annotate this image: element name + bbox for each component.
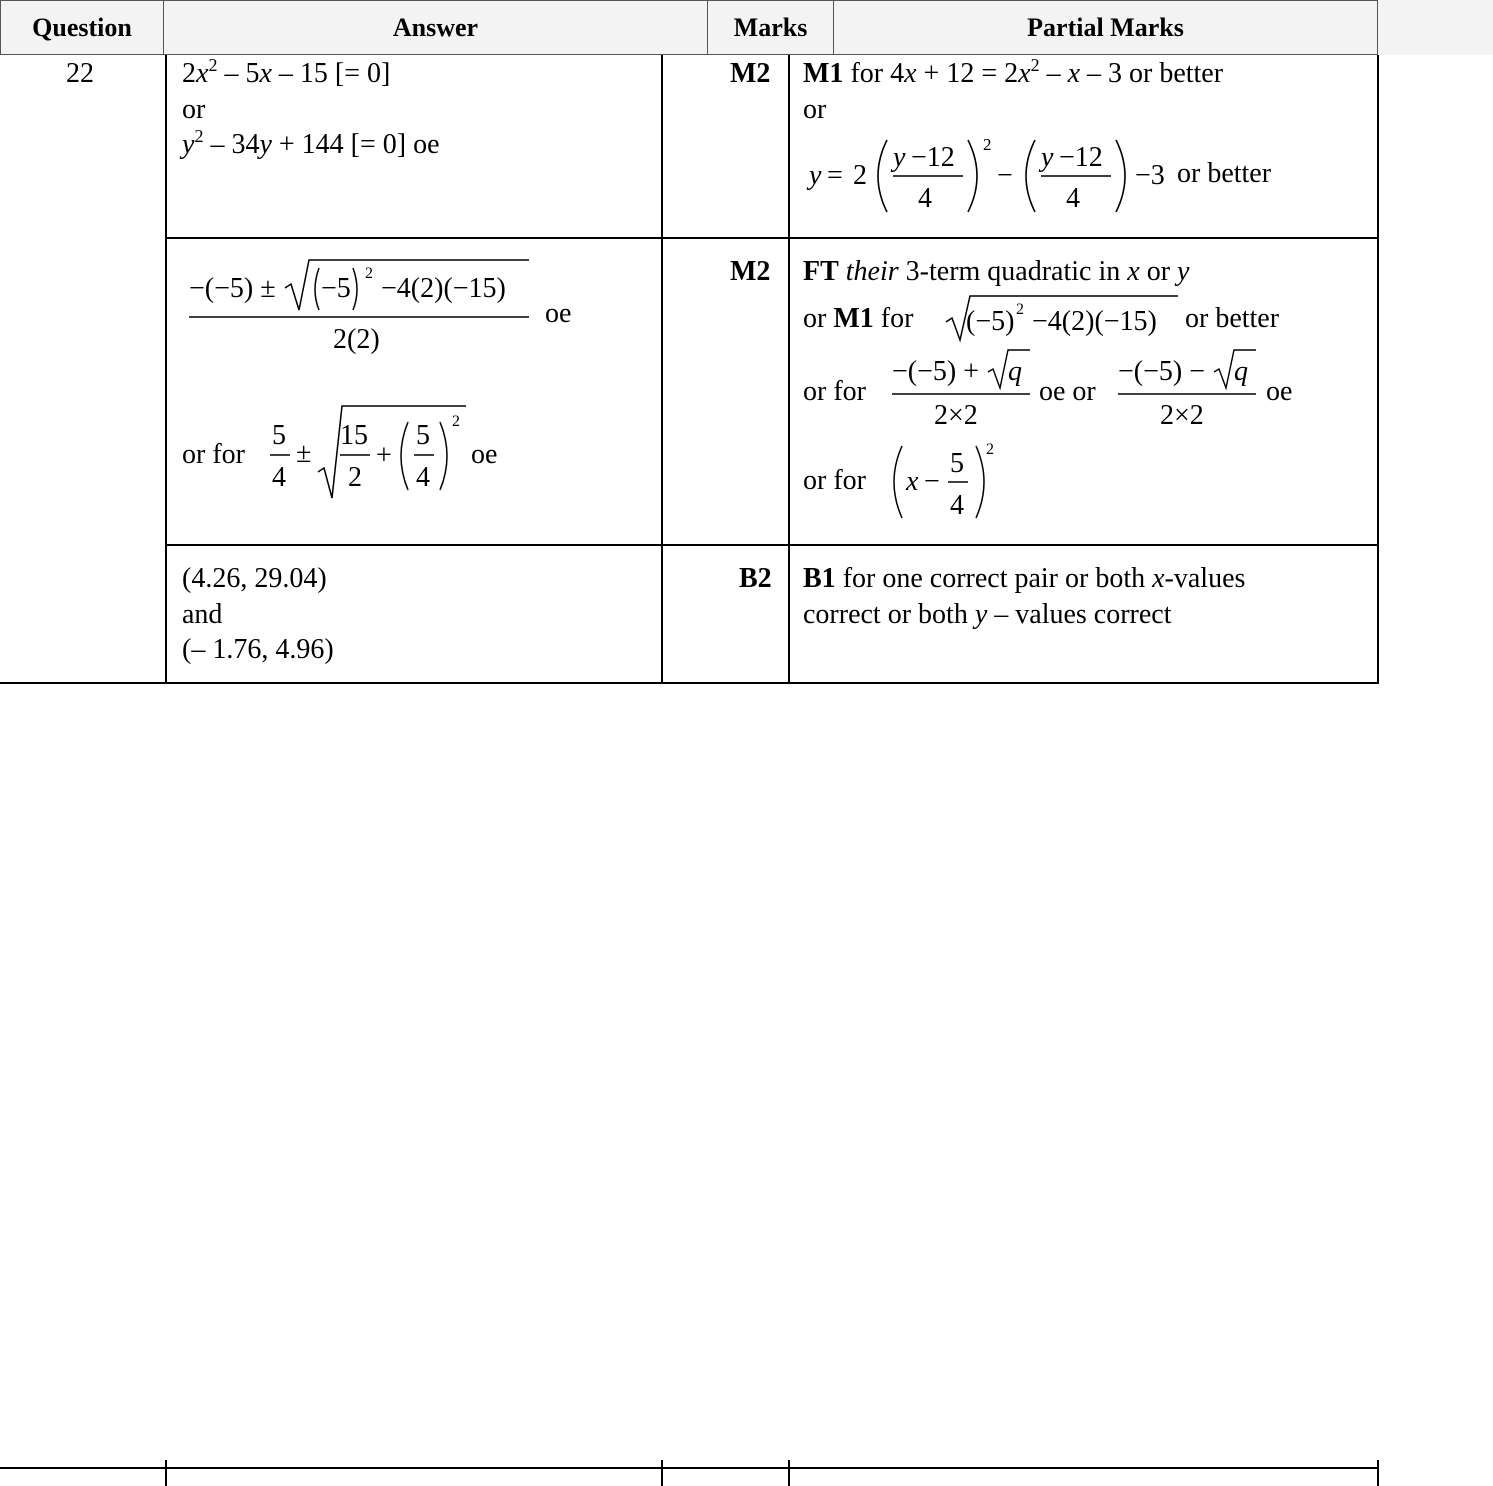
svg-text:q: q (1008, 356, 1022, 387)
row1-partial-y-equation (805, 128, 1185, 223)
row2-partial-root-plus (888, 342, 1036, 432)
row3-partial-code: B1 (803, 563, 836, 594)
row2-partial-for: for (880, 303, 914, 334)
svg-text:+: + (376, 440, 392, 471)
row-divider-1 (165, 237, 1379, 239)
header-partial-marks: Partial Marks (833, 0, 1378, 55)
next-table-col-2 (661, 1460, 663, 1486)
svg-text:4: 4 (272, 462, 286, 493)
svg-text:−3: −3 (1135, 160, 1165, 191)
row2-partial-root-minus (1114, 342, 1262, 432)
row2-partial-orfor-1: or for (803, 376, 866, 407)
row2-partial-oe: oe (1266, 376, 1293, 407)
row3-partial-line2: correct or both y – values correct (803, 599, 1172, 630)
row2-partial-oe-or: oe or (1039, 376, 1096, 407)
row1-answer-or: or (182, 94, 206, 125)
svg-text:−4(2)(−15): −4(2)(−15) (381, 273, 506, 304)
row2-answer-completed-square (266, 400, 471, 505)
header-answer: Answer (163, 0, 708, 55)
row1-marks: M2 (730, 58, 771, 89)
svg-text:2: 2 (348, 462, 362, 493)
svg-text:2: 2 (986, 441, 994, 458)
svg-text:−12: −12 (911, 142, 955, 173)
table-right-border (1377, 55, 1379, 683)
table-bottom-border (0, 682, 1379, 684)
svg-text:2(2): 2(2) (333, 324, 380, 355)
svg-text:−(−5) −: −(−5) − (1118, 356, 1206, 387)
row2-partial-ft-line: FT their 3-term quadratic in x or y (803, 256, 1190, 287)
svg-text:2×2: 2×2 (1160, 400, 1204, 431)
header-marks: Marks (707, 0, 834, 55)
row1-answer-line1: $2x^2 - 5x - 15$ [= 0] (182, 55, 391, 89)
row1-partial-line1: M1 for $4x + 12 = 2x^2 - x - 3$ or better (803, 55, 1224, 89)
row3-answer-line2: (– 1.76, 4.96) (182, 634, 334, 665)
svg-text:2: 2 (452, 413, 460, 430)
row2-answer-orfor: or for (182, 439, 245, 470)
svg-text:y: y (1041, 142, 1054, 173)
row2-partial-m1-tail: or better (1185, 303, 1280, 334)
svg-text:2: 2 (853, 160, 867, 191)
row3-answer-and: and (182, 599, 223, 630)
col-divider-marks (661, 55, 663, 683)
svg-text:4: 4 (1066, 183, 1080, 214)
row3-answer-line1: (4.26, 29.04) (182, 563, 327, 594)
svg-text:q: q (1234, 356, 1248, 387)
next-table-col-4 (1377, 1460, 1379, 1486)
row2-partial-or: or (803, 303, 827, 334)
row2-partial-their: their (845, 256, 899, 287)
svg-text:4: 4 (416, 462, 430, 493)
svg-text:(−5): (−5) (966, 306, 1015, 337)
svg-text:2×2: 2×2 (934, 400, 978, 431)
row2-partial-completed-square (884, 436, 1002, 526)
row2-partial-orfor-2: or for (803, 465, 866, 496)
svg-text:2: 2 (365, 265, 373, 282)
row2-partial-discriminant (942, 292, 1182, 344)
next-table-col-3 (788, 1460, 790, 1486)
svg-text:15: 15 (340, 420, 368, 451)
svg-text:y: y (893, 142, 906, 173)
row1-partial-or: or (803, 94, 827, 125)
row3-marks: B2 (739, 563, 772, 594)
row1-partial-code: M1 (803, 58, 844, 89)
svg-text:5: 5 (416, 420, 430, 451)
svg-text:x: x (906, 466, 919, 497)
svg-text:5: 5 (950, 448, 964, 479)
next-table-top-border (0, 1467, 1379, 1469)
row1-answer-line2: $y^2 - 34y + 144$ [= 0] oe (182, 126, 440, 160)
svg-text:−4(2)(−15): −4(2)(−15) (1032, 306, 1157, 337)
row2-partial-m1-prefix (803, 301, 913, 336)
svg-text:±: ± (296, 438, 312, 469)
row2-marks: M2 (730, 256, 771, 287)
col-divider-answer (165, 55, 167, 683)
col-divider-partial (788, 55, 790, 683)
svg-text:=: = (827, 160, 843, 191)
svg-text:y: y (809, 160, 822, 191)
svg-text:−12: −12 (1059, 142, 1103, 173)
svg-text:−: − (924, 466, 940, 497)
row2-answer-oe1: oe (545, 298, 572, 329)
svg-text:−(−5) ±: −(−5) ± (189, 273, 276, 304)
svg-text:5: 5 (272, 420, 286, 451)
row1-partial-eq-tail: or better (1177, 158, 1272, 189)
svg-text:2: 2 (983, 135, 992, 154)
row2-answer-quadratic-formula (185, 252, 535, 362)
row2-partial-ft-code: FT (803, 256, 839, 287)
svg-text:−: − (997, 160, 1013, 191)
svg-text:2: 2 (1016, 301, 1024, 318)
row2-partial-m1-code: M1 (833, 303, 874, 334)
row2-answer-oe2: oe (471, 439, 498, 470)
svg-text:−(−5) +: −(−5) + (892, 356, 980, 387)
row-divider-2 (165, 544, 1379, 546)
svg-text:4: 4 (950, 490, 964, 521)
question-number: 22 (66, 58, 94, 89)
svg-text:−5: −5 (321, 273, 351, 304)
next-table-col-1 (165, 1460, 167, 1486)
svg-text:4: 4 (918, 183, 932, 214)
header-question: Question (0, 0, 164, 55)
row3-partial-line1: B1 for one correct pair or both x-values (803, 563, 1246, 594)
